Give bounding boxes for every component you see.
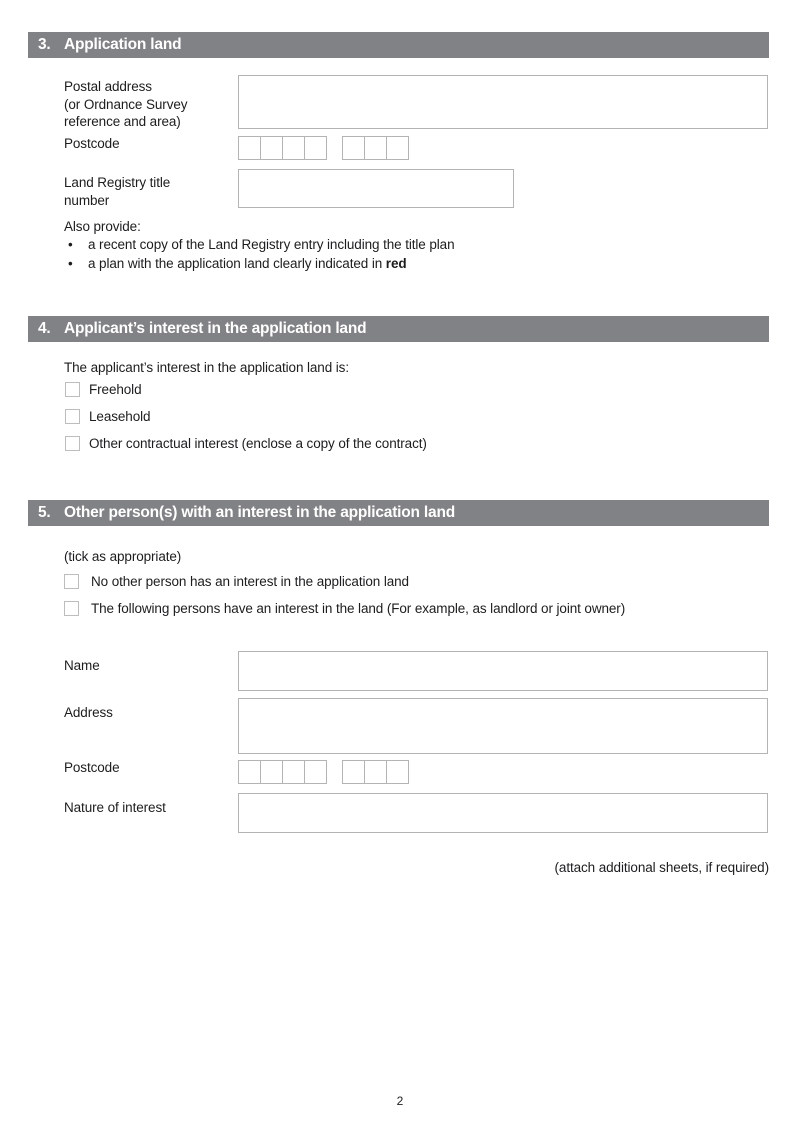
other-contractual-label: Other contractual interest (enclose a copy of the contract) (89, 436, 427, 451)
section-4-title: Applicant’s interest in the application land (64, 320, 367, 337)
following-persons-checkbox[interactable] (64, 601, 79, 616)
leasehold-label: Leasehold (89, 409, 151, 424)
postcode-cell[interactable] (304, 760, 327, 784)
section-3-number: 3. (38, 36, 51, 53)
leasehold-checkbox[interactable] (65, 409, 80, 424)
postcode-cell[interactable] (282, 136, 305, 160)
postcode-input-s5-outward (238, 760, 327, 784)
postcode-label-s3: Postcode (64, 136, 120, 151)
other-contractual-checkbox[interactable] (65, 436, 80, 451)
page-number: 2 (396, 1094, 404, 1108)
postcode-cell[interactable] (342, 760, 365, 784)
bullet-2-bold-word: red (385, 256, 407, 271)
postal-address-input[interactable] (238, 75, 768, 129)
section-3-header (28, 32, 769, 58)
freehold-checkbox[interactable] (65, 382, 80, 397)
postcode-input-s5-inward (342, 760, 409, 784)
postcode-cell[interactable] (260, 136, 283, 160)
address-input[interactable] (238, 698, 768, 754)
postcode-input-s3-outward (238, 136, 327, 160)
address-label: Address (64, 705, 113, 720)
nature-of-interest-input[interactable] (238, 793, 768, 833)
section-5-number: 5. (38, 504, 51, 521)
tick-as-appropriate-note: (tick as appropriate) (64, 549, 182, 564)
land-registry-title-label: Land Registry title number (64, 175, 171, 208)
postcode-cell[interactable] (282, 760, 305, 784)
postcode-label-s5: Postcode (64, 760, 120, 775)
section-4-header (28, 316, 769, 342)
postal-address-label: Postal address (or Ordnance Survey reference and area) (64, 79, 188, 129)
nature-of-interest-label: Nature of interest (64, 800, 166, 815)
postcode-cell[interactable] (364, 760, 387, 784)
freehold-label: Freehold (89, 382, 142, 397)
name-label: Name (64, 658, 100, 673)
other-contractual-option (65, 435, 427, 453)
no-other-person-label: No other person has an interest in the application land (91, 574, 409, 589)
following-persons-label: The following persons have an interest in the land (For example, as landlord or joint owner) (91, 601, 626, 616)
postcode-cell[interactable] (238, 136, 261, 160)
postcode-cell[interactable] (260, 760, 283, 784)
section-4-number: 4. (38, 320, 51, 337)
section-3-title: Application land (64, 36, 182, 53)
also-provide-label: Also provide: (64, 219, 141, 234)
postcode-cell[interactable] (386, 760, 409, 784)
section-5-title: Other person(s) with an interest in the application land (64, 504, 455, 521)
name-input[interactable] (238, 651, 768, 691)
postcode-cell[interactable] (386, 136, 409, 160)
freehold-option (65, 381, 141, 399)
no-other-person-option (64, 573, 409, 591)
bullet-item-1: • a recent copy of the Land Registry entry including the title plan (68, 237, 455, 252)
land-registry-title-input[interactable] (238, 169, 514, 208)
postcode-cell[interactable] (304, 136, 327, 160)
no-other-person-checkbox[interactable] (64, 574, 79, 589)
attach-sheets-note: (attach additional sheets, if required) (554, 860, 769, 875)
postcode-input-s3-inward (342, 136, 409, 160)
following-persons-option (64, 600, 625, 618)
postcode-cell[interactable] (342, 136, 365, 160)
postcode-cell[interactable] (364, 136, 387, 160)
section-5-header (28, 500, 769, 526)
postcode-cell[interactable] (238, 760, 261, 784)
bullet-item-2: • a plan with the application land clearly indicated in red (68, 256, 407, 271)
applicant-interest-intro: The applicant’s interest in the application land is: (64, 360, 349, 375)
leasehold-option (65, 408, 150, 426)
